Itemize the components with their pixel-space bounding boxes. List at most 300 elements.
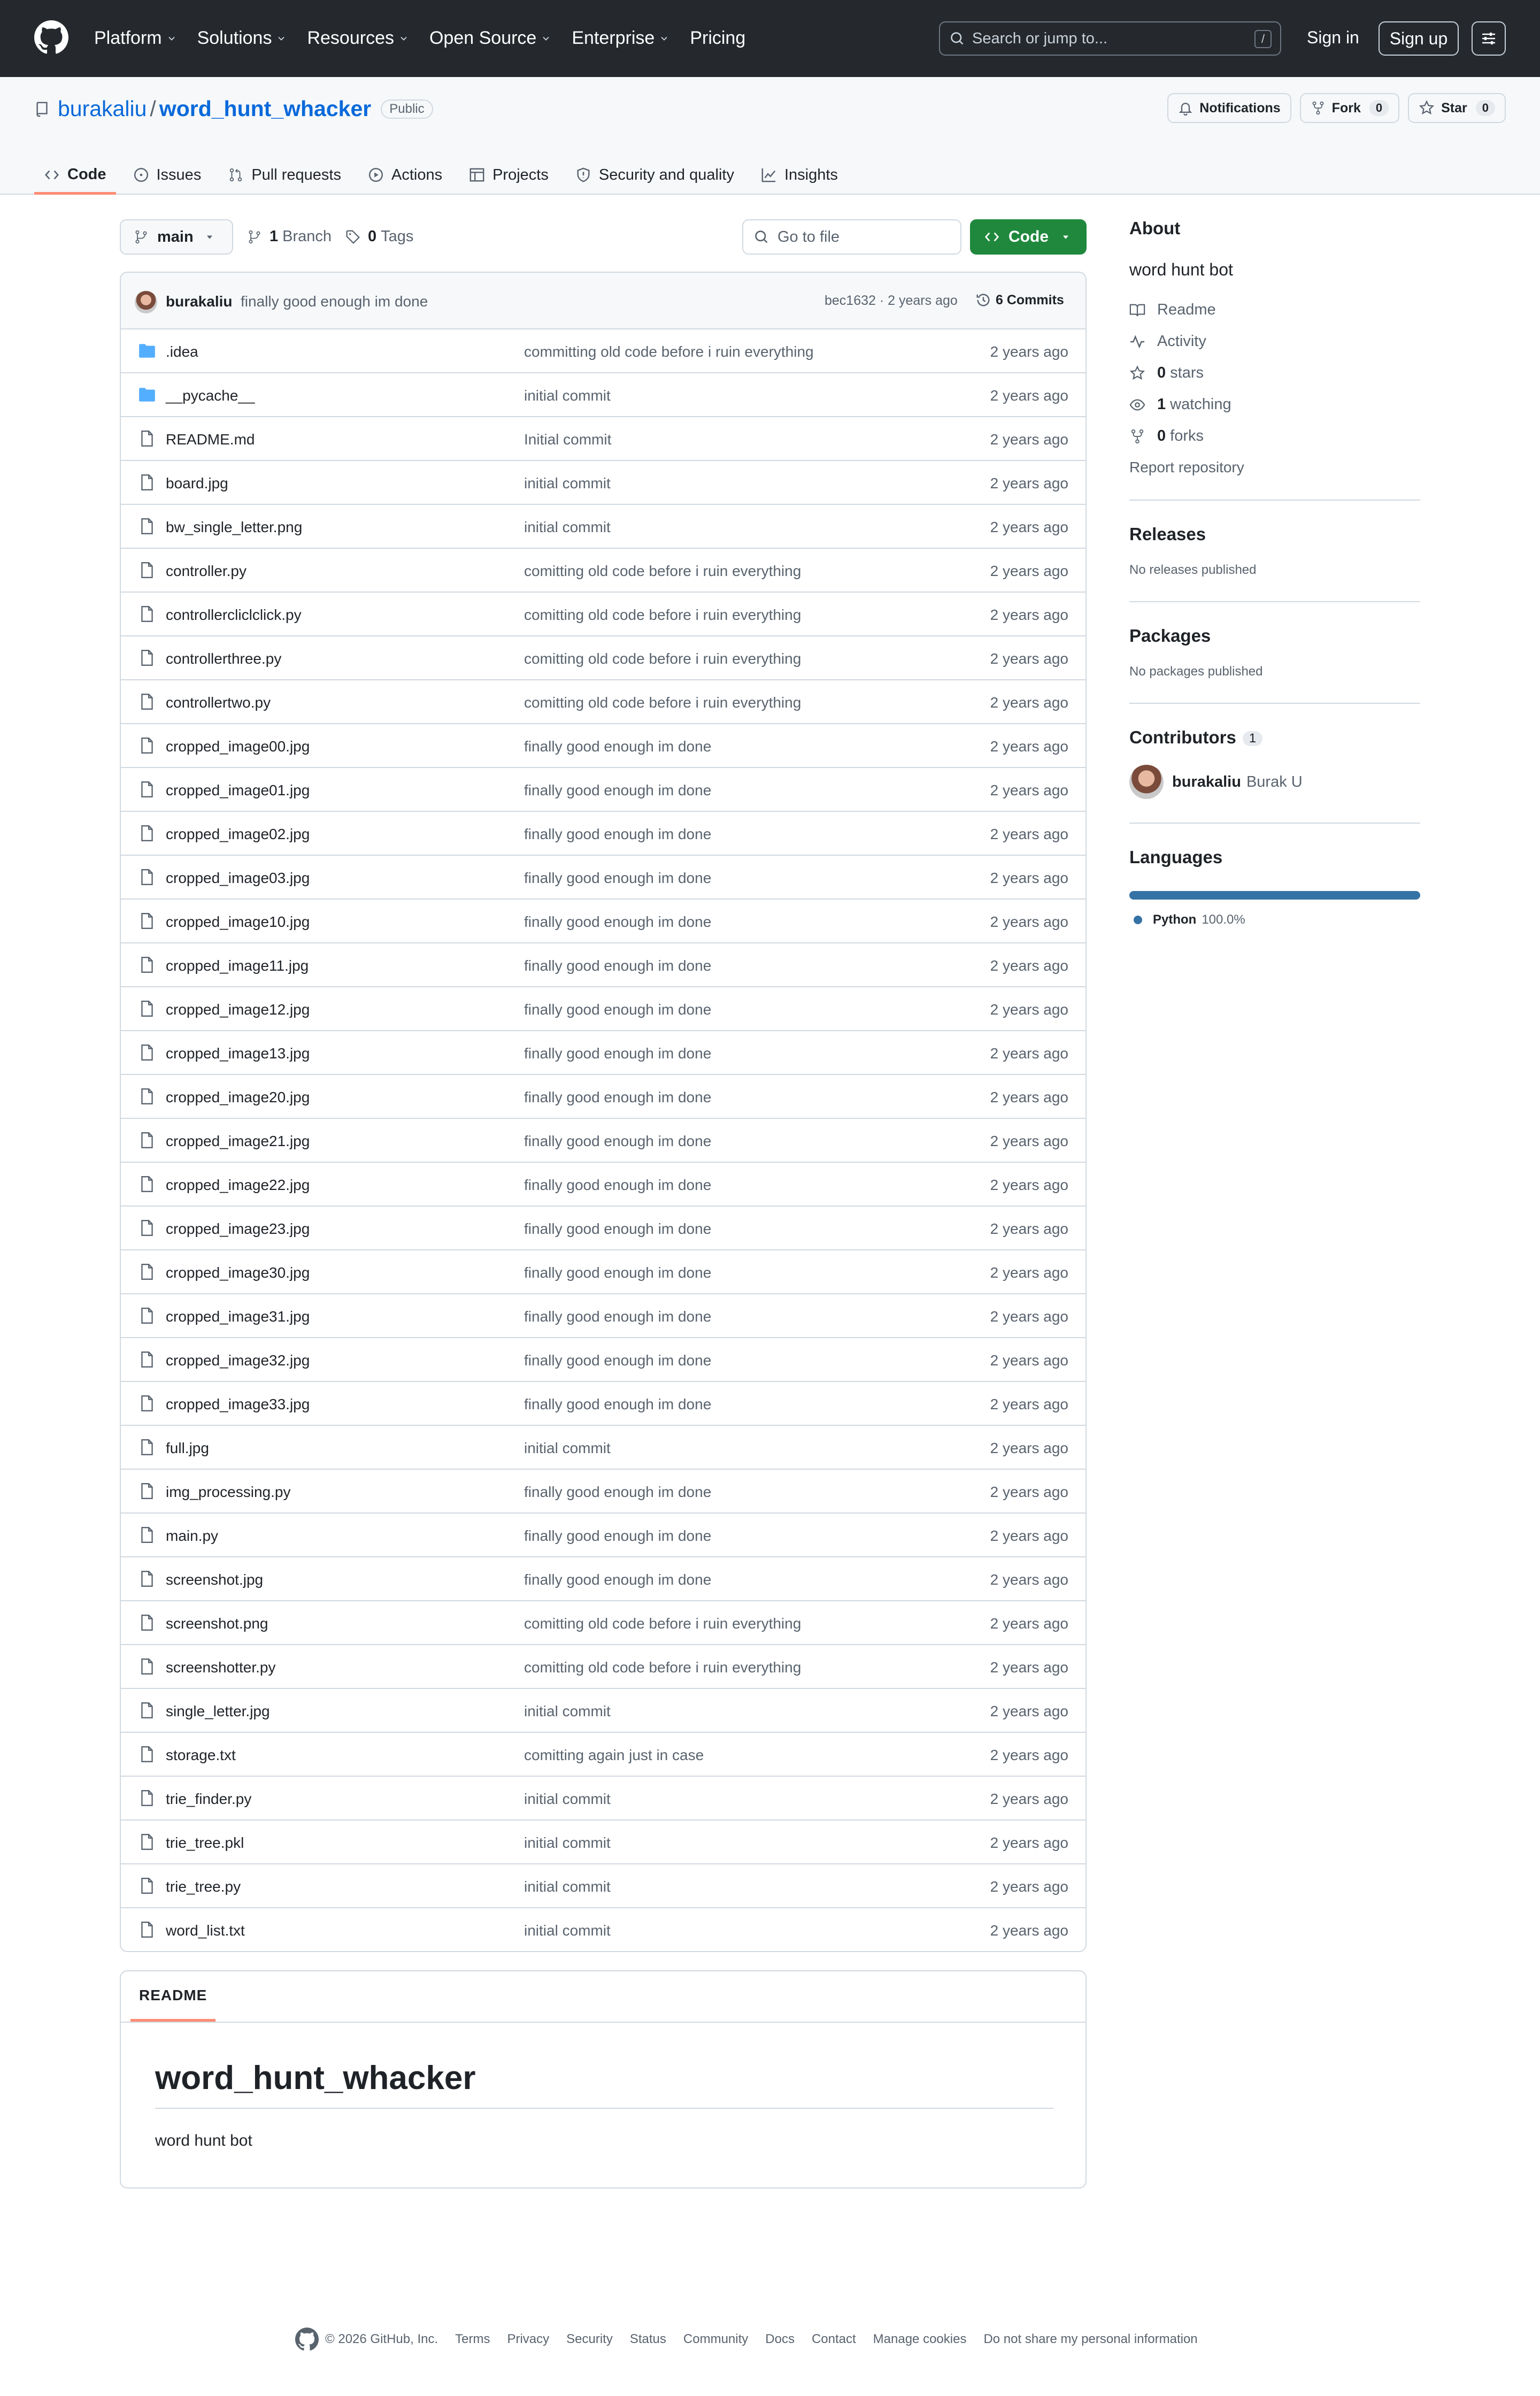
file-commit-age: 2 years ago — [990, 870, 1068, 886]
repo-header — [0, 77, 1540, 195]
file-commit-age: 2 years ago — [990, 343, 1068, 360]
footer-link-manage-cookies[interactable]: Manage cookies — [873, 2332, 967, 2346]
file-commit-message[interactable]: initial commit — [524, 519, 611, 535]
table-row[interactable] — [121, 1645, 1085, 1689]
file-name-link[interactable]: screenshot.png — [166, 1615, 268, 1632]
file-icon — [138, 473, 156, 492]
sliders-icon — [1480, 30, 1497, 47]
table-row[interactable] — [121, 1864, 1085, 1908]
repo-owner-link[interactable]: burakaliu — [58, 96, 147, 121]
file-name-link[interactable]: main.py — [166, 1527, 219, 1544]
file-commit-age: 2 years ago — [990, 1220, 1068, 1237]
command-palette-button[interactable] — [1472, 21, 1506, 56]
contributor-login: burakaliu — [1172, 773, 1241, 790]
file-name-link[interactable]: cropped_image22.jpg — [166, 1177, 310, 1193]
table-row[interactable] — [121, 461, 1085, 505]
code-button[interactable] — [970, 219, 1087, 255]
readme-tab[interactable]: README — [130, 1971, 215, 2022]
file-icon — [138, 1350, 156, 1369]
tags-link[interactable] — [345, 228, 413, 245]
file-icon — [138, 868, 156, 886]
go-to-file-placeholder: Go to file — [777, 228, 840, 245]
file-name-link[interactable]: controllercliclclick.py — [166, 606, 302, 623]
report-repository-link[interactable]: Report repository — [1129, 459, 1244, 475]
repo-icon — [34, 101, 50, 117]
file-icon — [138, 1482, 156, 1500]
file-name-link[interactable]: cropped_image01.jpg — [166, 782, 310, 798]
file-name-link[interactable]: controller.py — [166, 563, 247, 579]
branch-selector[interactable] — [120, 219, 233, 255]
file-commit-age: 2 years ago — [990, 519, 1068, 535]
forks-label: forks — [1170, 427, 1204, 444]
star-button[interactable] — [1408, 93, 1506, 123]
language-item[interactable] — [1129, 912, 1420, 927]
commit-message[interactable]: finally good enough im done — [241, 293, 428, 310]
footer-link-docs[interactable]: Docs — [765, 2332, 795, 2346]
tab-security[interactable]: Security and quality — [566, 157, 744, 193]
file-name-link[interactable]: cropped_image02.jpg — [166, 826, 310, 842]
table-row[interactable] — [121, 373, 1085, 417]
file-commit-message[interactable]: finally good enough im done — [524, 1133, 712, 1149]
fork-icon — [1311, 101, 1326, 116]
file-name-link[interactable]: board.jpg — [166, 475, 228, 492]
activity-link[interactable]: Activity — [1129, 333, 1420, 350]
file-icon — [138, 1263, 156, 1281]
file-name-link[interactable]: cropped_image30.jpg — [166, 1264, 310, 1281]
nav-platform[interactable]: Platform — [94, 28, 177, 49]
repo-separator: / — [150, 96, 156, 121]
folder-icon — [138, 386, 156, 404]
file-commit-age: 2 years ago — [990, 1571, 1068, 1588]
search-input[interactable] — [939, 21, 1281, 56]
file-icon — [138, 1043, 156, 1062]
table-row[interactable] — [121, 987, 1085, 1031]
file-commit-age: 2 years ago — [990, 563, 1068, 579]
footer-link-status[interactable]: Status — [629, 2332, 666, 2346]
file-commit-age: 2 years ago — [990, 1308, 1068, 1325]
file-commit-message[interactable]: finally good enough im done — [524, 1352, 712, 1369]
language-name: Python — [1153, 912, 1197, 927]
code-button-label: Code — [1008, 228, 1049, 245]
file-name-link[interactable]: cropped_image12.jpg — [166, 1001, 310, 1018]
table-row[interactable] — [121, 1821, 1085, 1864]
file-icon — [138, 1219, 156, 1237]
file-icon — [138, 1614, 156, 1632]
divider — [1129, 823, 1420, 824]
file-commit-message[interactable]: comitting old code before i ruin everything — [524, 606, 802, 623]
chevron-down-icon — [166, 33, 177, 44]
file-commit-message[interactable]: finally good enough im done — [524, 1089, 712, 1105]
file-name-link[interactable]: cropped_image13.jpg — [166, 1045, 310, 1062]
sign-up-button[interactable]: Sign up — [1379, 21, 1459, 56]
releases-title[interactable]: Releases — [1129, 524, 1206, 544]
graph-icon — [761, 167, 777, 183]
file-name-link[interactable]: bw_single_letter.png — [166, 519, 303, 535]
forks-count: 0 — [1157, 427, 1166, 444]
tag-icon — [345, 229, 360, 244]
file-name-link[interactable]: cropped_image03.jpg — [166, 870, 310, 886]
readme-panel — [120, 1970, 1087, 2188]
file-icon — [138, 1657, 156, 1676]
forks-link[interactable] — [1129, 427, 1420, 445]
github-logo-icon[interactable] — [295, 2328, 319, 2351]
contributors-count: 1 — [1243, 731, 1262, 746]
sign-in-link[interactable]: Sign in — [1307, 28, 1359, 47]
readme-link[interactable]: Readme — [1129, 301, 1420, 319]
footer-link-terms[interactable]: Terms — [455, 2332, 490, 2346]
commit-author[interactable]: burakaliu — [166, 293, 233, 310]
table-row[interactable] — [121, 1689, 1085, 1733]
nav-resources[interactable]: Resources — [307, 28, 409, 49]
footer-copyright: © 2026 GitHub, Inc. — [325, 2332, 438, 2346]
avatar[interactable] — [135, 291, 157, 313]
table-row[interactable] — [121, 329, 1085, 373]
file-commit-message[interactable]: finally good enough im done — [524, 1264, 712, 1281]
readme-text: word hunt bot — [155, 2132, 252, 2149]
packages-title[interactable]: Packages — [1129, 626, 1211, 646]
table-row[interactable] — [121, 593, 1085, 636]
file-name-link[interactable]: screenshotter.py — [166, 1659, 276, 1676]
file-icon — [138, 956, 156, 974]
star-label: Star — [1441, 100, 1467, 116]
commits-link[interactable] — [975, 292, 1064, 308]
file-commit-message[interactable]: comitting old code before i ruin everything — [524, 1615, 802, 1632]
github-logo-icon[interactable] — [34, 20, 68, 55]
file-name-link[interactable]: cropped_image31.jpg — [166, 1308, 310, 1325]
file-commit-age: 2 years ago — [990, 1089, 1068, 1105]
stars-count: 0 — [1157, 364, 1166, 381]
file-name-link[interactable]: cropped_image00.jpg — [166, 738, 310, 755]
file-commit-age: 2 years ago — [990, 1177, 1068, 1193]
table-row[interactable] — [121, 1294, 1085, 1338]
table-row[interactable] — [121, 1250, 1085, 1294]
code-icon — [984, 229, 1000, 245]
file-name-link[interactable]: .idea — [166, 343, 198, 360]
file-name-link[interactable]: cropped_image21.jpg — [166, 1133, 310, 1149]
repo-sidebar — [1129, 218, 1420, 927]
table-row[interactable] — [121, 1557, 1085, 1601]
table-row[interactable] — [121, 1470, 1085, 1514]
file-commit-message[interactable]: initial commit — [524, 475, 611, 492]
table-row[interactable] — [121, 856, 1085, 900]
file-commit-age: 2 years ago — [990, 1615, 1068, 1632]
table-row[interactable] — [121, 1163, 1085, 1207]
table-row[interactable] — [121, 549, 1085, 593]
git-branch-icon — [134, 229, 149, 244]
file-table — [120, 272, 1087, 1952]
table-row[interactable] — [121, 680, 1085, 724]
repo-title — [34, 96, 433, 121]
chevron-down-icon — [541, 33, 551, 44]
file-commit-message[interactable]: finally good enough im done — [524, 1177, 712, 1193]
file-commit-message[interactable]: initial commit — [524, 1878, 611, 1895]
file-commit-age: 2 years ago — [990, 1747, 1068, 1763]
footer-link-community[interactable]: Community — [683, 2332, 749, 2346]
file-commit-message[interactable]: comitting old code before i ruin everything — [524, 650, 802, 667]
file-icon — [138, 1789, 156, 1807]
file-commit-message[interactable]: finally good enough im done — [524, 1220, 712, 1237]
chevron-down-icon — [276, 33, 287, 44]
divider — [1129, 601, 1420, 602]
watching-count: 1 — [1157, 396, 1166, 413]
language-percent: 100.0% — [1202, 912, 1245, 927]
file-name-link[interactable]: README.md — [166, 431, 255, 448]
nav-solutions[interactable]: Solutions — [197, 28, 287, 49]
file-commit-message[interactable]: finally good enough im done — [524, 826, 712, 842]
table-row[interactable] — [121, 812, 1085, 856]
file-commit-age: 2 years ago — [990, 738, 1068, 755]
branch-label: Branch — [282, 228, 332, 245]
table-icon — [469, 167, 485, 183]
tab-actions[interactable]: Actions — [358, 157, 452, 193]
watching-label: watching — [1170, 396, 1231, 413]
file-commit-age: 2 years ago — [990, 1527, 1068, 1544]
watching-link[interactable] — [1129, 396, 1420, 413]
table-row[interactable] — [121, 900, 1085, 943]
go-to-file-input[interactable] — [742, 219, 961, 255]
file-name-link[interactable]: cropped_image33.jpg — [166, 1396, 310, 1412]
nav-pricing[interactable]: Pricing — [690, 28, 746, 48]
file-commit-message[interactable]: finally good enough im done — [524, 870, 712, 886]
tab-projects[interactable]: Projects — [459, 157, 558, 193]
visibility-badge: Public — [381, 99, 433, 119]
file-commit-age: 2 years ago — [990, 782, 1068, 798]
tab-insights[interactable]: Insights — [751, 157, 848, 193]
star-icon — [1419, 100, 1435, 116]
file-commit-age: 2 years ago — [990, 431, 1068, 448]
readme-heading: word_hunt_whacker — [155, 2059, 1053, 2109]
table-row[interactable] — [121, 417, 1085, 461]
file-icon — [138, 1394, 156, 1412]
file-name-link[interactable]: controllertwo.py — [166, 694, 271, 711]
file-name-link[interactable]: single_letter.jpg — [166, 1703, 270, 1719]
file-icon — [138, 1131, 156, 1149]
table-row[interactable] — [121, 1733, 1085, 1777]
file-commit-message[interactable]: finally good enough im done — [524, 1308, 712, 1325]
table-row[interactable] — [121, 1338, 1085, 1382]
file-commit-age: 2 years ago — [990, 694, 1068, 711]
file-commit-message[interactable]: comitting old code before i ruin everything — [524, 1659, 802, 1676]
contributor-item[interactable] — [1129, 765, 1420, 799]
file-commit-age: 2 years ago — [990, 1791, 1068, 1807]
file-commit-age: 2 years ago — [990, 1352, 1068, 1369]
file-icon — [138, 693, 156, 711]
file-name-link[interactable]: cropped_image11.jpg — [166, 957, 309, 974]
notifications-label: Notifications — [1199, 100, 1281, 116]
table-row[interactable] — [121, 1908, 1085, 1952]
file-commit-message[interactable]: comitting old code before i ruin everything — [524, 563, 802, 579]
file-icon — [138, 736, 156, 755]
global-header — [0, 0, 1540, 77]
file-commit-message[interactable]: Initial commit — [524, 431, 612, 448]
file-commit-message[interactable]: finally good enough im done — [524, 913, 712, 930]
play-icon — [368, 167, 384, 183]
file-commit-message[interactable]: finally good enough im done — [524, 1484, 712, 1500]
tab-pull-requests[interactable]: Pull requests — [218, 157, 351, 193]
file-commit-age: 2 years ago — [990, 1133, 1068, 1149]
table-row[interactable] — [121, 943, 1085, 987]
table-row[interactable] — [121, 1777, 1085, 1821]
stars-link[interactable] — [1129, 364, 1420, 382]
file-commit-age: 2 years ago — [990, 606, 1068, 623]
branch-name: main — [157, 228, 194, 245]
file-icon — [138, 1307, 156, 1325]
branch-count: 1 — [270, 228, 279, 245]
table-row[interactable] — [121, 636, 1085, 680]
fork-count: 0 — [1369, 100, 1389, 116]
commit-hash-age[interactable]: bec1632 · 2 years ago — [825, 293, 958, 308]
file-name-link[interactable]: screenshot.jpg — [166, 1571, 264, 1588]
file-name-link[interactable]: controllerthree.py — [166, 650, 282, 667]
nav-open-source[interactable]: Open Source — [429, 28, 551, 49]
file-commit-message[interactable]: initial commit — [524, 1922, 611, 1939]
languages-title: Languages — [1129, 847, 1223, 867]
table-row[interactable] — [121, 1601, 1085, 1645]
file-commit-message[interactable]: initial commit — [524, 387, 611, 404]
nav-enterprise[interactable]: Enterprise — [572, 28, 669, 49]
fork-label: Fork — [1331, 100, 1361, 116]
fork-icon — [1129, 428, 1145, 444]
footer — [295, 2328, 1198, 2351]
file-name-link[interactable]: cropped_image10.jpg — [166, 913, 310, 930]
language-bar — [1129, 891, 1420, 900]
file-name-link[interactable]: cropped_image23.jpg — [166, 1220, 310, 1237]
table-row[interactable] — [121, 1075, 1085, 1119]
file-name-link[interactable]: trie_tree.pkl — [166, 1834, 244, 1851]
contributors-label: Contributors — [1129, 727, 1236, 747]
contributors-title[interactable] — [1129, 727, 1420, 748]
git-pull-request-icon — [228, 167, 244, 183]
table-row[interactable] — [121, 505, 1085, 549]
file-commit-message[interactable]: finally good enough im done — [524, 1045, 712, 1062]
stars-label: stars — [1170, 364, 1204, 381]
file-commit-message[interactable]: committing old code before i ruin everything — [524, 343, 814, 360]
file-name-link[interactable]: full.jpg — [166, 1440, 209, 1456]
file-commit-age: 2 years ago — [990, 1659, 1068, 1676]
file-icon — [138, 605, 156, 623]
file-commit-message[interactable]: initial commit — [524, 1440, 611, 1456]
file-commit-message[interactable]: finally good enough im done — [524, 738, 712, 755]
divider — [1129, 703, 1420, 704]
chevron-down-icon — [659, 33, 669, 44]
file-commit-age: 2 years ago — [990, 1703, 1068, 1719]
file-commit-age: 2 years ago — [990, 1834, 1068, 1851]
file-icon — [138, 1526, 156, 1544]
file-name-link[interactable]: __pycache__ — [166, 387, 255, 404]
file-commit-message[interactable]: initial commit — [524, 1791, 611, 1807]
repo-description: word hunt bot — [1129, 260, 1233, 279]
table-row[interactable] — [121, 1207, 1085, 1250]
about-title: About — [1129, 218, 1181, 238]
pulse-icon — [1129, 334, 1145, 350]
file-commit-message[interactable]: comitting again just in case — [524, 1747, 704, 1763]
footer-link-do-not-share[interactable]: Do not share my personal information — [983, 2332, 1198, 2346]
file-commit-message[interactable]: finally good enough im done — [524, 957, 712, 974]
table-row[interactable] — [121, 1382, 1085, 1426]
file-commit-message[interactable]: finally good enough im done — [524, 1571, 712, 1588]
file-icon — [138, 1745, 156, 1763]
divider — [1129, 500, 1420, 501]
file-icon — [138, 429, 156, 448]
file-rows — [121, 329, 1085, 1952]
fork-button[interactable] — [1300, 93, 1399, 123]
table-row[interactable] — [121, 1031, 1085, 1075]
file-name-link[interactable]: cropped_image32.jpg — [166, 1352, 310, 1369]
file-commit-age: 2 years ago — [990, 1440, 1068, 1456]
search-icon — [950, 31, 965, 46]
file-commit-age: 2 years ago — [990, 650, 1068, 667]
contributor-name: Burak U — [1246, 773, 1303, 790]
file-name-link[interactable]: trie_tree.py — [166, 1878, 241, 1895]
file-icon — [138, 1000, 156, 1018]
repo-tabs — [34, 157, 855, 195]
table-row[interactable] — [121, 1514, 1085, 1557]
tab-code[interactable]: Code — [34, 157, 116, 195]
file-commit-age: 2 years ago — [990, 957, 1068, 974]
footer-link-security[interactable]: Security — [566, 2332, 613, 2346]
tag-count: 0 — [368, 228, 377, 245]
file-icon — [138, 1570, 156, 1588]
releases-text: No releases published — [1129, 563, 1257, 577]
notifications-button[interactable] — [1167, 93, 1291, 123]
table-row[interactable] — [121, 724, 1085, 768]
table-row[interactable] — [121, 1119, 1085, 1163]
file-icon — [138, 649, 156, 667]
file-commit-message[interactable]: finally good enough im done — [524, 1001, 712, 1018]
file-icon — [138, 1087, 156, 1105]
file-commit-age: 2 years ago — [990, 1878, 1068, 1895]
file-commit-age: 2 years ago — [990, 913, 1068, 930]
bell-icon — [1178, 101, 1193, 116]
packages-text: No packages published — [1129, 664, 1263, 679]
file-commit-age: 2 years ago — [990, 1922, 1068, 1939]
file-name-link[interactable]: storage.txt — [166, 1747, 236, 1763]
file-commit-message[interactable]: initial commit — [524, 1703, 611, 1719]
file-icon — [138, 1833, 156, 1851]
file-name-link[interactable]: word_list.txt — [166, 1922, 245, 1939]
star-count: 0 — [1476, 100, 1495, 116]
table-row[interactable] — [121, 1426, 1085, 1470]
file-icon — [138, 824, 156, 842]
repo-name-link[interactable]: word_hunt_whacker — [159, 96, 372, 121]
star-icon — [1129, 365, 1145, 381]
file-commit-message[interactable]: finally good enough im done — [524, 1527, 712, 1544]
file-commit-message[interactable]: finally good enough im done — [524, 782, 712, 798]
file-name-link[interactable]: cropped_image20.jpg — [166, 1089, 310, 1105]
file-commit-age: 2 years ago — [990, 1045, 1068, 1062]
file-commit-age: 2 years ago — [990, 1396, 1068, 1412]
file-icon — [138, 912, 156, 930]
file-commit-message[interactable]: comitting old code before i ruin everything — [524, 694, 802, 711]
branches-link[interactable] — [247, 228, 332, 245]
file-name-link[interactable]: trie_finder.py — [166, 1791, 252, 1807]
file-commit-message[interactable]: initial commit — [524, 1834, 611, 1851]
tab-issues[interactable]: Issues — [124, 157, 211, 193]
search-placeholder: Search or jump to... — [972, 29, 1108, 47]
latest-commit-bar — [121, 273, 1085, 329]
table-row[interactable] — [121, 768, 1085, 812]
file-icon — [138, 780, 156, 798]
footer-link-contact[interactable]: Contact — [811, 2332, 856, 2346]
folder-icon — [138, 342, 156, 360]
shield-icon — [575, 167, 591, 183]
footer-link-privacy[interactable]: Privacy — [507, 2332, 550, 2346]
file-name-link[interactable]: img_processing.py — [166, 1484, 291, 1500]
main-nav — [94, 28, 766, 49]
file-icon — [138, 1175, 156, 1193]
file-commit-message[interactable]: finally good enough im done — [524, 1396, 712, 1412]
file-icon — [138, 517, 156, 535]
